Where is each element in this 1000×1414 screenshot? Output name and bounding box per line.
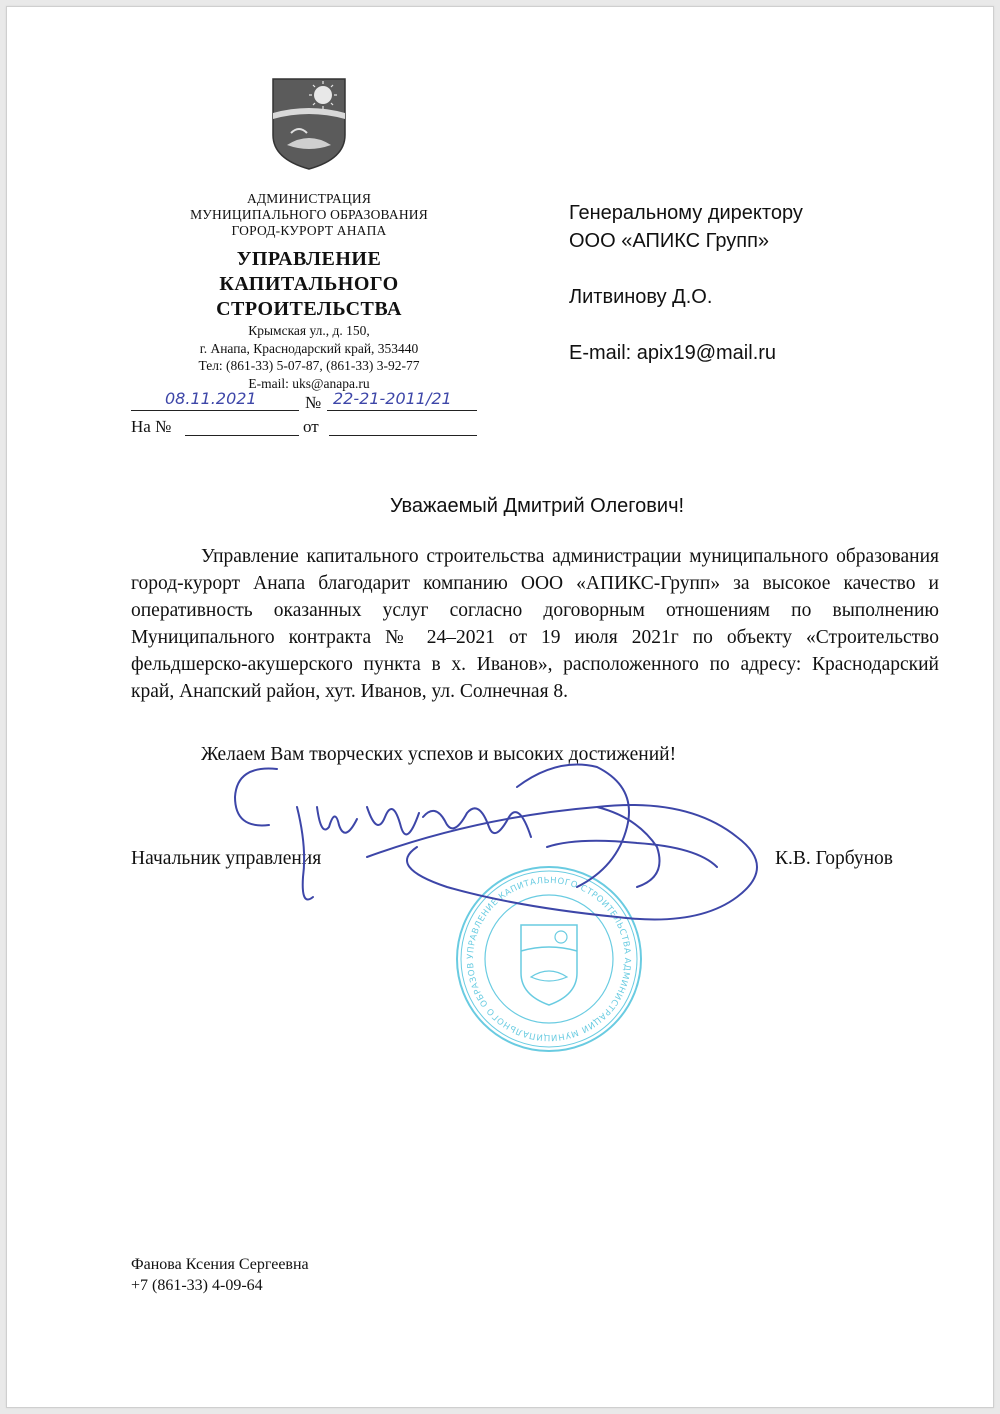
handwritten-signature-icon [217,747,777,947]
date-line [131,410,299,411]
stamp-ring-text: УПРАВЛЕНИЕ КАПИТАЛЬНОГО СТРОИТЕЛЬСТВА АДМИНИСТРАЦИИ МУНИЦИПАЛЬНОГО ОБРАЗОВ [465,875,633,1043]
recipient-email: E-mail: apix19@mail.ru [569,342,777,364]
recipient-name: Литвинову Д.О. [569,286,713,308]
executor-block [131,1254,309,1296]
dept-line-3: СТРОИТЕЛЬСТВА [216,298,402,320]
admin-header [159,191,459,239]
letter-paragraph-2: Желаем Вам творческих успехов и высоких достижений! [201,744,677,765]
signature-position: Начальник управления [131,848,322,869]
number-line [327,410,477,411]
dept-line-1: УПРАВЛЕНИЕ [236,248,382,270]
salutation: Уважаемый Дмитрий Олегович! [389,495,685,517]
in-reply-to-label: На № [131,417,172,436]
letter-sheet [6,6,994,1408]
admin-line-2: МУНИЦИПАЛЬНОГО ОБРАЗОВАНИЯ [190,207,428,222]
handwritten-number: 22-21-2011/21 [333,389,452,408]
handwritten-date: 08.11.2021 [165,389,257,408]
executor-phone: +7 (861-33) 4-09-64 [131,1277,263,1294]
address-phone: Тел: (861-33) 5-07-87, (861-33) 3-92-77 [198,358,420,373]
reply-date-line [329,435,477,436]
recipient-company: ООО «АПИКС Групп» [569,230,770,252]
address-line-2: г. Анапа, Краснодарский край, 353440 [199,340,419,356]
admin-line-1: АДМИНИСТРАЦИЯ [246,191,372,206]
signature-name: К.В. Горбунов [775,848,894,869]
reply-number-line [185,435,299,436]
from-label: от [303,417,319,436]
recipient-block [569,199,929,367]
recipient-title: Генеральному директору [569,202,803,224]
admin-line-3: ГОРОД-КУРОРТ АНАПА [231,223,387,238]
department-title [159,247,459,322]
coat-of-arms-icon [269,75,349,171]
executor-name: Фанова Ксения Сергеевна [131,1256,309,1273]
number-symbol: № [305,393,322,412]
letter-paragraph-1: Управление капитального строительства администрации муниципального образования город-курорт Анапа благодарит компанию ООО «АПИКС-Групп» за высокое качество и оперативность оказанных услуг согласно договорным отношениям по выполнению Муниципального контракта № 24–2021 от 19 июля 2021г по объекту «Строительство фельдшерско-акушерского пункта в х. Иванов», расположенного по адресу: Краснодарский край, Анапский район, хут. Иванов, ул. Солнечная 8. [131,546,939,702]
address-email: E-mail: uks@anapa.ru [248,375,370,391]
department-address [149,322,469,392]
dept-line-2: КАПИТАЛЬНОГО [219,273,399,295]
address-line-1: Крымская ул., д. 150, [248,323,370,338]
